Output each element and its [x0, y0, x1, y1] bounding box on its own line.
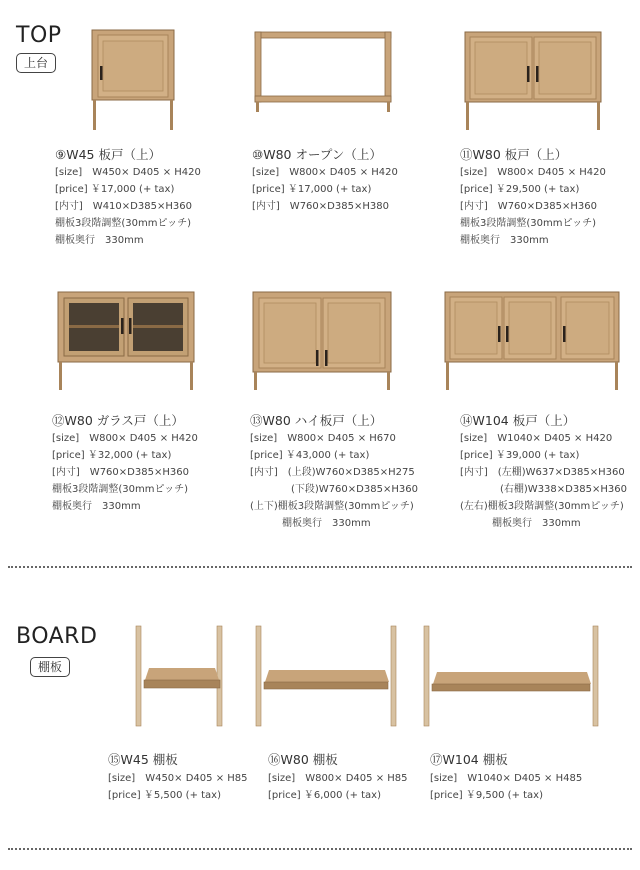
section-divider — [8, 566, 632, 568]
item-spec: [price] ￥5,500 (+ tax) — [108, 790, 222, 801]
item-spec: [size] W800× D405 × H420 — [460, 167, 606, 178]
product-image-w104-door — [444, 292, 620, 390]
product-image-w45-board — [135, 626, 225, 726]
item-spec: [内寸] W760×D385×H360 — [460, 201, 597, 212]
item-spec: (左右)棚板3段階調整(30mmピッチ) — [460, 501, 624, 512]
item-spec: 棚板奥行 330mm — [52, 501, 141, 512]
item-spec: 棚板奥行 330mm — [55, 235, 144, 246]
item-spec: [price] ￥17,000 (+ tax) — [252, 184, 372, 195]
item-name-13: ⑬W80 ハイ板戸（上） — [250, 413, 383, 428]
item-spec: 棚板奥行 330mm — [492, 518, 581, 529]
item-name-14: ⑭W104 板戸（上） — [460, 413, 576, 428]
item-spec: [内寸] (上段)W760×D385×H275 — [250, 467, 415, 478]
item-name-16: ⑯W80 棚板 — [268, 752, 338, 767]
product-image-w104-board — [423, 626, 599, 726]
item-spec: [price] ￥39,000 (+ tax) — [460, 450, 580, 461]
item-spec: 棚板奥行 330mm — [460, 235, 549, 246]
item-name-10: ⑩W80 オープン（上） — [252, 147, 382, 162]
item-spec: [size] W450× D405 × H85 — [108, 773, 248, 784]
product-image-w80-high-door — [252, 292, 392, 390]
item-spec: [size] W1040× D405 × H485 — [430, 773, 583, 784]
item-spec: (上下)棚板3段階調整(30mmピッチ) — [250, 501, 414, 512]
item-name-17: ⑰W104 棚板 — [430, 752, 508, 767]
item-spec: (下段)W760×D385×H360 — [291, 484, 418, 495]
item-spec: [内寸] W760×D385×H380 — [252, 201, 389, 212]
item-spec: [size] W450× D405 × H420 — [55, 167, 201, 178]
product-image-w80-door — [464, 32, 602, 130]
item-spec: [price] ￥43,000 (+ tax) — [250, 450, 370, 461]
item-name-9: ⑨W45 板戸（上） — [55, 147, 161, 162]
item-spec: [size] W800× D405 × H670 — [250, 433, 396, 444]
item-spec: [size] W800× D405 × H420 — [252, 167, 398, 178]
item-spec: (右棚)W338×D385×H360 — [500, 484, 627, 495]
item-spec: [price] ￥6,000 (+ tax) — [268, 790, 382, 801]
item-spec: [size] W800× D405 × H85 — [268, 773, 408, 784]
product-image-w80-glass — [57, 292, 195, 390]
section-badge-top: 上台 — [16, 53, 56, 73]
item-spec: [price] ￥9,500 (+ tax) — [430, 790, 544, 801]
item-spec: 棚板3段階調整(30mmピッチ) — [460, 218, 596, 229]
item-spec: [内寸] W760×D385×H360 — [52, 467, 189, 478]
item-name-12: ⑫W80 ガラス戸（上） — [52, 413, 184, 428]
item-spec: [内寸] (左棚)W637×D385×H360 — [460, 467, 625, 478]
item-spec: 棚板3段階調整(30mmピッチ) — [55, 218, 191, 229]
section-divider — [8, 848, 632, 850]
item-spec: [size] W800× D405 × H420 — [52, 433, 198, 444]
item-name-11: ⑪W80 板戸（上） — [460, 147, 568, 162]
item-spec: [size] W1040× D405 × H420 — [460, 433, 613, 444]
item-spec: [price] ￥29,500 (+ tax) — [460, 184, 580, 195]
product-image-w80-open — [254, 32, 392, 112]
item-spec: 棚板3段階調整(30mmピッチ) — [52, 484, 188, 495]
item-spec: 棚板奥行 330mm — [282, 518, 371, 529]
item-spec: [price] ￥17,000 (+ tax) — [55, 184, 175, 195]
item-spec: [price] ￥32,000 (+ tax) — [52, 450, 172, 461]
product-image-w80-board — [255, 626, 397, 726]
section-title-top: TOP — [16, 23, 62, 48]
item-spec: [内寸] W410×D385×H360 — [55, 201, 192, 212]
product-image-w45-door — [90, 30, 176, 130]
item-name-15: ⑮W45 棚板 — [108, 752, 178, 767]
section-title-board: BOARD — [16, 624, 98, 649]
section-badge-board: 棚板 — [30, 657, 70, 677]
